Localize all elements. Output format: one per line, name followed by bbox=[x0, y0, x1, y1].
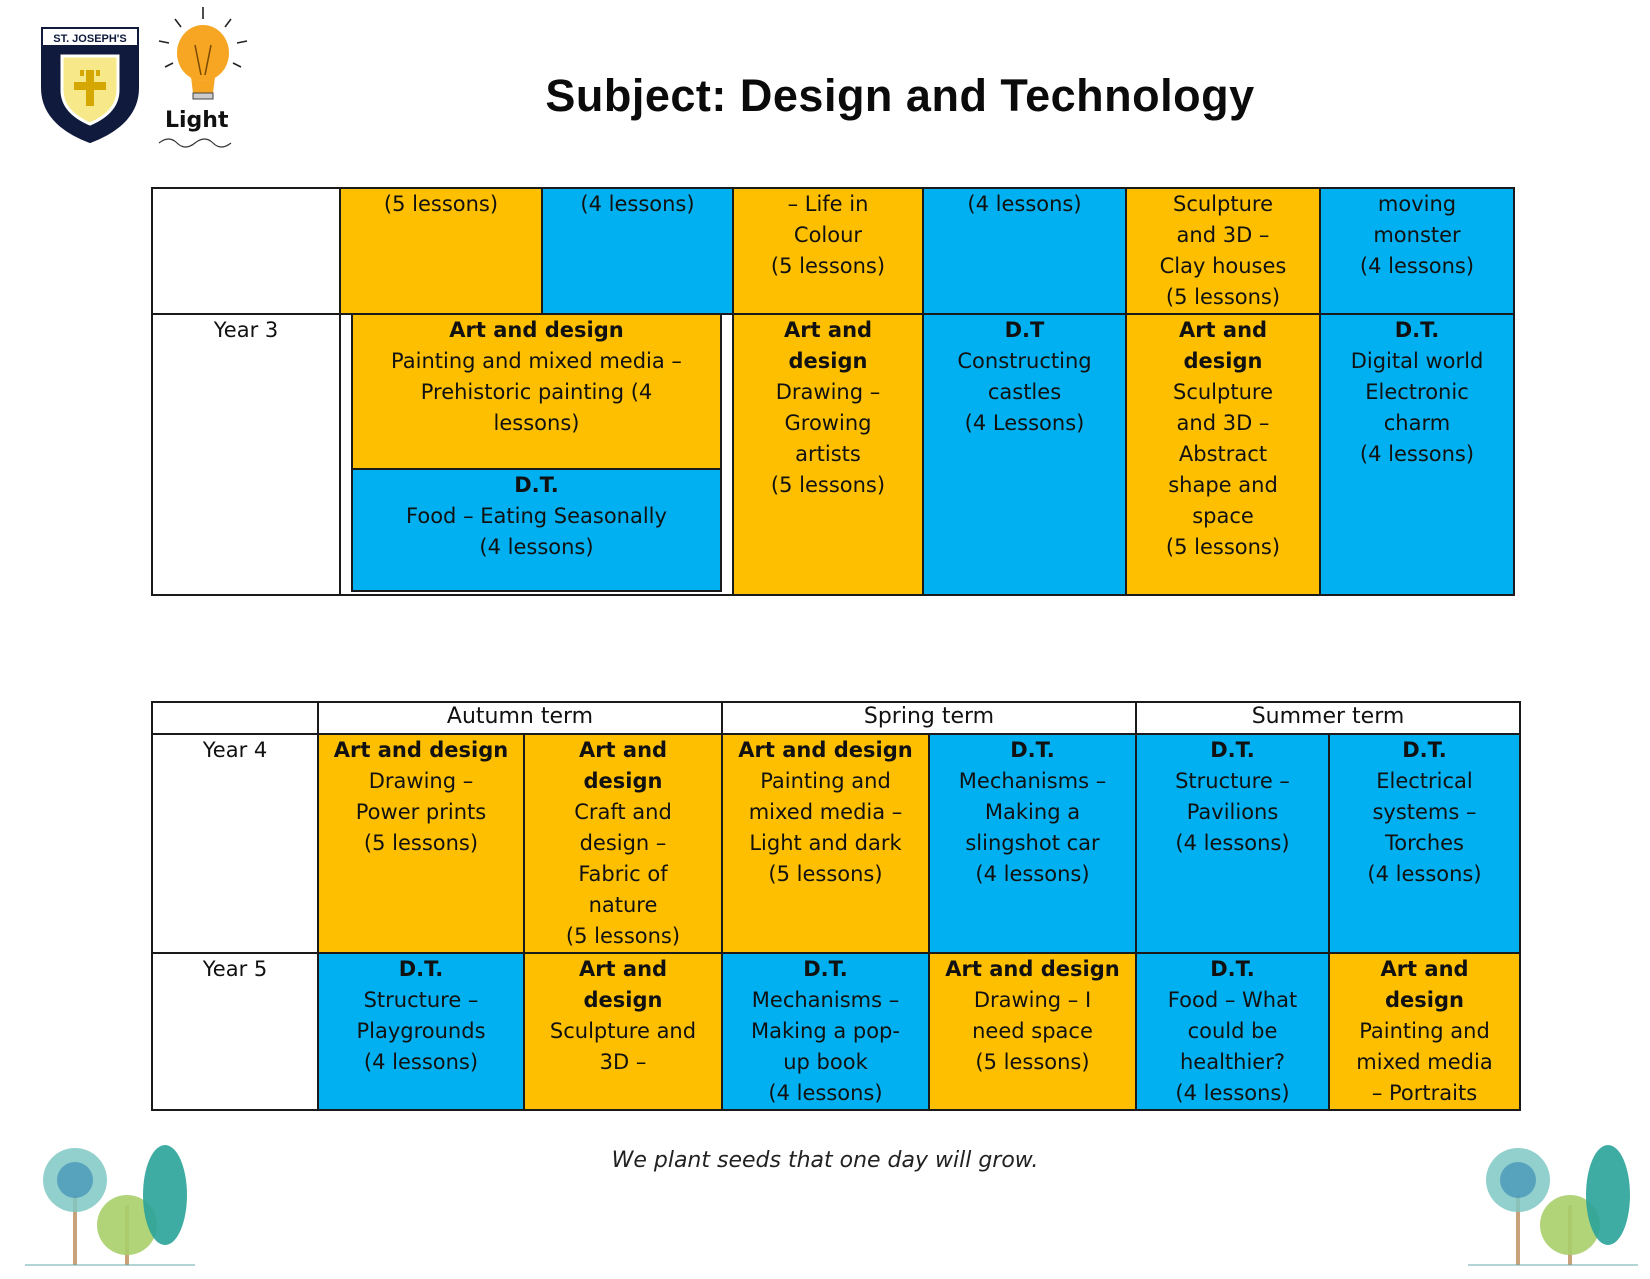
term-header-spring: Spring term bbox=[722, 702, 1136, 734]
lesson-text: 3D – bbox=[599, 1050, 647, 1074]
logo-text: Light bbox=[165, 108, 229, 133]
lesson-heading: Art and design bbox=[333, 738, 509, 762]
lesson-cell bbox=[1329, 734, 1520, 953]
year-label: Year 4 bbox=[152, 734, 318, 953]
curriculum-table-top bbox=[151, 187, 1515, 596]
lesson-text: Drawing – bbox=[368, 769, 474, 793]
lesson-cell bbox=[1136, 953, 1329, 1110]
lesson-text: (4 lessons) bbox=[1367, 862, 1482, 886]
lesson-heading: Art and design bbox=[738, 738, 913, 762]
lesson-cell bbox=[524, 953, 722, 1110]
lesson-heading: D.T. bbox=[803, 957, 848, 981]
lesson-cell bbox=[722, 734, 929, 953]
lesson-text: systems – bbox=[1372, 800, 1477, 824]
lesson-text: (5 lessons) bbox=[363, 831, 479, 855]
spring-cell-2: D.T Constructing castles (4 Lessons) bbox=[923, 314, 1126, 595]
term-header-summer: Summer term bbox=[1136, 702, 1520, 734]
table-row bbox=[152, 188, 1514, 314]
cell-continued: (5 lessons) bbox=[340, 188, 542, 314]
lesson-cell bbox=[1329, 953, 1520, 1110]
lesson-heading: D.T. bbox=[1402, 738, 1447, 762]
crest-label: ST. JOSEPH'S bbox=[53, 33, 127, 45]
term-header-autumn: Autumn term bbox=[318, 702, 722, 734]
cell-continued: moving monster (4 lessons) bbox=[1320, 188, 1514, 314]
year-label: Year 5 bbox=[152, 953, 318, 1110]
lesson-text: – Portraits bbox=[1371, 1081, 1478, 1105]
lesson-text: up book bbox=[783, 1050, 868, 1074]
lesson-text: need space bbox=[972, 1019, 1093, 1043]
lesson-cell bbox=[318, 734, 524, 953]
autumn-term-cell bbox=[340, 314, 733, 595]
lesson-heading: Art and bbox=[578, 738, 668, 762]
lesson-heading: design bbox=[583, 988, 663, 1012]
cell-continued: (4 lessons) bbox=[923, 188, 1126, 314]
table-row bbox=[152, 953, 1520, 1110]
row-label-empty bbox=[152, 188, 340, 314]
lesson-cell bbox=[524, 734, 722, 953]
lesson-text: (4 lessons) bbox=[1175, 1081, 1290, 1105]
term-header-empty bbox=[152, 702, 318, 734]
lesson-text: Making a pop- bbox=[751, 1019, 900, 1043]
lesson-text: Painting and bbox=[1359, 1019, 1490, 1043]
lesson-text: (5 lessons) bbox=[975, 1050, 1090, 1074]
lesson-text: could be bbox=[1187, 1019, 1278, 1043]
lesson-cell bbox=[722, 953, 929, 1110]
lesson-text: Drawing – I bbox=[973, 988, 1092, 1012]
lesson-text: Light and dark bbox=[749, 831, 902, 855]
lesson-text: (5 lessons) bbox=[768, 862, 883, 886]
lesson-text: (4 lessons) bbox=[1175, 831, 1290, 855]
lesson-text: (4 lessons) bbox=[363, 1050, 479, 1074]
lesson-heading: D.T. bbox=[1010, 738, 1055, 762]
lesson-text: mixed media – bbox=[748, 800, 903, 824]
lesson-text: (5 lessons) bbox=[565, 924, 681, 948]
lesson-text: (4 lessons) bbox=[975, 862, 1090, 886]
lesson-text: Mechanisms – bbox=[751, 988, 900, 1012]
lesson-heading: D.T. bbox=[1210, 738, 1255, 762]
let-your-light-shine-logo bbox=[155, 5, 255, 154]
lesson-text: Fabric of bbox=[578, 862, 668, 886]
lesson-text: Structure – bbox=[363, 988, 479, 1012]
lesson-heading: Art and design bbox=[945, 957, 1120, 981]
autumn-dt-block: D.T. Food – Eating Seasonally (4 lessons) bbox=[351, 470, 722, 592]
lesson-text: Electrical bbox=[1376, 769, 1473, 793]
lesson-text: Pavilions bbox=[1186, 800, 1279, 824]
lesson-cell bbox=[1136, 734, 1329, 953]
lesson-text: Torches bbox=[1385, 831, 1464, 855]
lesson-text: (4 lessons) bbox=[768, 1081, 883, 1105]
lesson-text: nature bbox=[588, 893, 658, 917]
lesson-heading: design bbox=[583, 769, 663, 793]
lesson-heading: D.T. bbox=[1210, 957, 1255, 981]
lesson-text: design – bbox=[579, 831, 667, 855]
lesson-text: Sculpture and bbox=[549, 1019, 697, 1043]
summer-cell-1: Art and design Sculpture and 3D – Abstract shape and space (5 lessons) bbox=[1126, 314, 1320, 595]
lesson-text: Structure – bbox=[1175, 769, 1290, 793]
summer-cell-2: D.T. Digital world Electronic charm (4 lessons) bbox=[1320, 314, 1514, 595]
lesson-text: Painting and bbox=[760, 769, 891, 793]
lesson-cell bbox=[929, 953, 1136, 1110]
lesson-text: mixed media bbox=[1356, 1050, 1493, 1074]
lesson-text: Making a bbox=[984, 800, 1081, 824]
table-row bbox=[152, 314, 1514, 595]
lesson-text: Mechanisms – bbox=[958, 769, 1107, 793]
lesson-cell bbox=[318, 953, 524, 1110]
autumn-art-block: Art and design Painting and mixed media – Prehistoric painting (4 lessons) bbox=[351, 315, 722, 470]
lesson-heading: Art and bbox=[578, 957, 668, 981]
footer-tagline: We plant seeds that one day will grow. bbox=[611, 1148, 1039, 1173]
school-crest-logo bbox=[40, 26, 140, 148]
lesson-text: slingshot car bbox=[965, 831, 1100, 855]
lesson-heading: D.T. bbox=[398, 957, 444, 981]
lesson-heading: Art and bbox=[1380, 957, 1469, 981]
lesson-text: Playgrounds bbox=[356, 1019, 486, 1043]
spring-cell-1: Art and design Drawing – Growing artists (5 lessons) bbox=[733, 314, 923, 595]
lesson-cell bbox=[929, 734, 1136, 953]
lesson-text: Craft and bbox=[574, 800, 672, 824]
cell-continued: Sculpture and 3D – Clay houses (5 lessons) bbox=[1126, 188, 1320, 314]
term-header-row bbox=[152, 702, 1520, 734]
lesson-text: healthier? bbox=[1179, 1050, 1285, 1074]
page-title: Subject: Design and Technology bbox=[545, 70, 1255, 121]
table-row bbox=[152, 734, 1520, 953]
cell-continued: – Life in Colour (5 lessons) bbox=[733, 188, 923, 314]
curriculum-table-bottom bbox=[151, 701, 1521, 1111]
cell-continued: (4 lessons) bbox=[542, 188, 733, 314]
year-label: Year 3 bbox=[152, 314, 340, 595]
lesson-text: Food – What bbox=[1167, 988, 1298, 1012]
lesson-heading: design bbox=[1385, 988, 1464, 1012]
lesson-text: Power prints bbox=[355, 800, 487, 824]
